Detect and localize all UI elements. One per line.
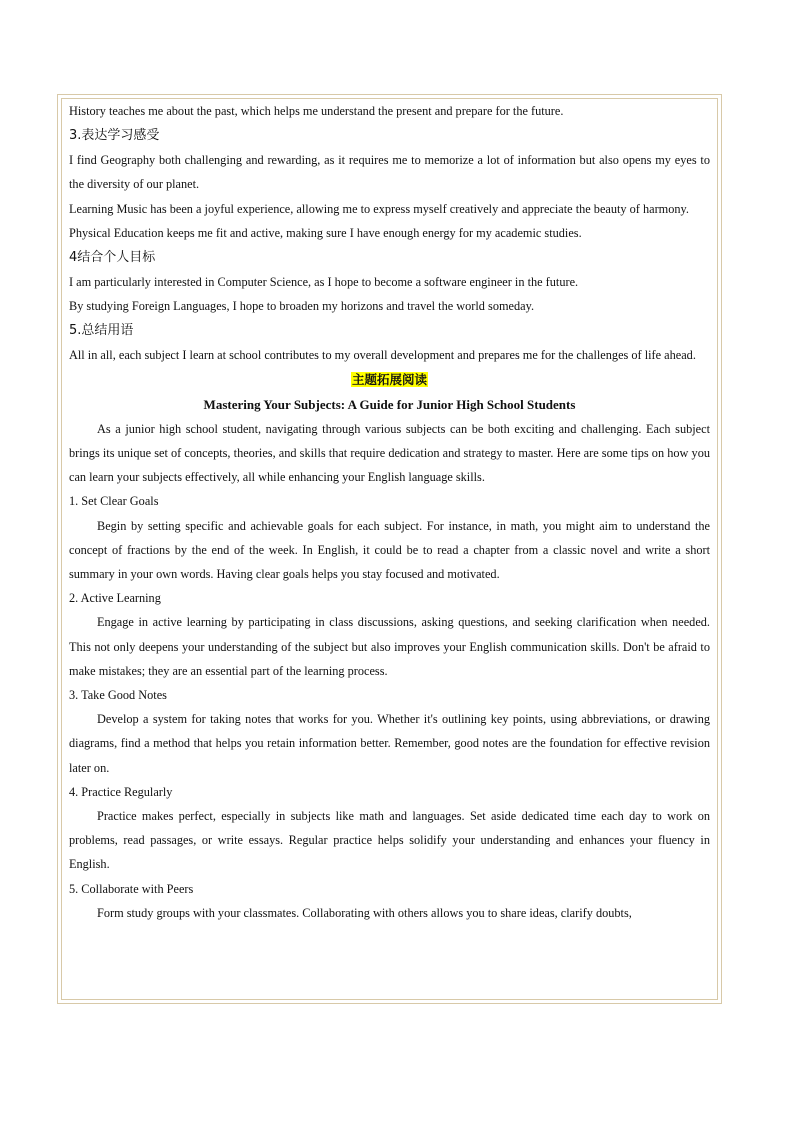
reading-label-row — [69, 368, 710, 392]
content-frame-inner — [61, 98, 718, 1000]
tip-heading: 5. Collaborate with Peers — [69, 881, 194, 896]
tip-body: Practice makes perfect, especially in subjects like math and languages. Set aside dedicated time each day to work on problems, read passages, or write essays. Regular practice helps solidify your understanding and enhances your fluency in English. — [69, 809, 710, 872]
tip-body: Begin by setting specific and achievable goals for each subject. For instance, in math, you might aim to understand the concept of fractions by the end of the week. In English, it could be to read a chapter from a classic novel and write a short summary in your own words. Having clear goals helps you stay focused and motivated. — [69, 518, 710, 582]
tip-body: Form study groups with your classmates. Collaborating with others allows you to share ideas, clarify doubts, — [97, 905, 632, 920]
geography-sentence: I find Geography both challenging and rewarding, as it requires me to memorize a lot of information but also opens my eyes to the diversity of our planet. — [69, 153, 710, 192]
section-heading-express-feelings: 3.表达学习感受 — [69, 128, 160, 144]
tip-heading: 1. Set Clear Goals — [69, 494, 159, 509]
tip-body: Develop a system for taking notes that works for you. Whether it's outlining key points, using abbreviations, or drawing diagrams, find a method that helps you retain information better. Remember, good notes are the foundation for effective revision later on. — [69, 712, 710, 775]
computer-science-sentence: I am particularly interested in Computer Science, as I hope to become a software engineer in the future. — [69, 275, 579, 290]
history-sentence: History teaches me about the past, which helps me understand the present and prepare for the future. — [69, 104, 564, 118]
reading-label: 主题拓展阅读 — [351, 371, 427, 387]
article-intro: As a junior high school student, navigating through various subjects can be both exciting and challenging. Each subject brings its unique set of concepts, theories, and skills that require dedication and strategy to master. Here are some tips on how you can learn your subjects effectively, all while enhancing your English language skills. — [69, 421, 710, 485]
section-heading-personal-goals: 4结合个人目标 — [69, 250, 156, 266]
section-heading-conclusion: 5.总结用语 — [69, 323, 134, 339]
tip-body: Engage in active learning by participating in class discussions, asking questions, and seeking clarification when needed. This not only deepens your understanding of the subject but also improves your English communication skills. Don't be afraid to make mistakes; they are an essential part of the learning process. — [69, 615, 710, 678]
conclusion-sentence: All in all, each subject I learn at school contributes to my overall development and prepares me for the challenges of life ahead. — [69, 348, 696, 363]
foreign-languages-sentence: By studying Foreign Languages, I hope to broaden my horizons and travel the world someday. — [69, 299, 535, 314]
music-sentence: Learning Music has been a joyful experience, allowing me to express myself creatively and appreciate the beauty of harmony. — [69, 201, 689, 216]
tip-heading: 3. Take Good Notes — [69, 688, 167, 703]
pe-sentence: Physical Education keeps me fit and active, making sure I have enough energy for my academic studies. — [69, 225, 582, 240]
content-frame — [57, 94, 722, 1004]
article-title: Mastering Your Subjects: A Guide for Junior High School Students — [203, 396, 576, 412]
tip-heading: 2. Active Learning — [69, 591, 161, 606]
tip-heading: 4. Practice Regularly — [69, 784, 173, 799]
